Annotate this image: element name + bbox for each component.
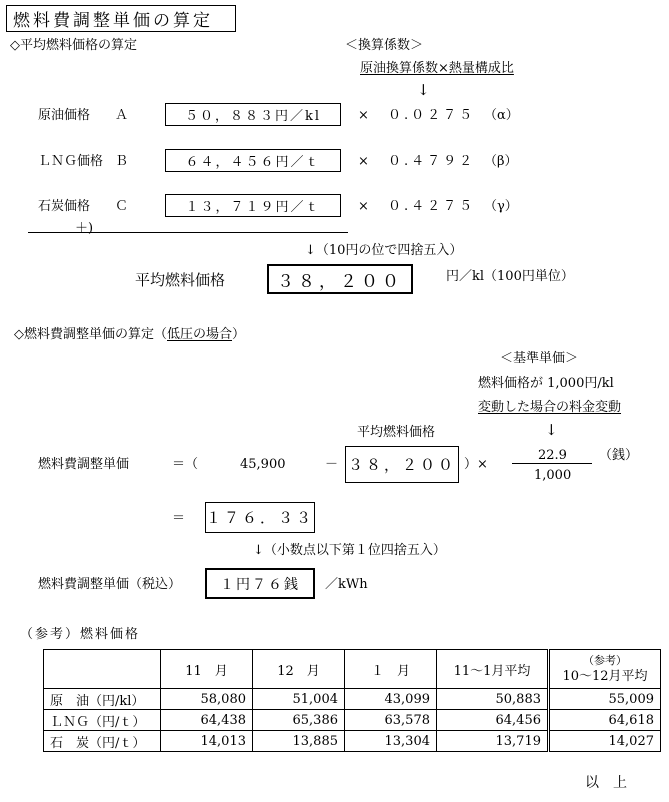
row-code-b: Ｂ [115,154,129,169]
section2-heading: ◇燃料費調整単価の算定（低圧の場合） [14,327,246,342]
times-sign: × [358,154,369,169]
coef-beta: ０.４７９２ [388,154,476,169]
avg-value-box-2: ３８，２００ [345,446,459,483]
minus-sign: － [325,457,339,472]
price-box-coal: １３，７１９円／ｔ [165,194,341,217]
price-box-lng: ６４，４５６円／ｔ [165,149,341,172]
adj-label: 燃料費調整単価 [38,457,130,472]
table-cell: 50,883 [437,689,549,710]
coef-alpha: ０.０２７５ [388,108,476,123]
footer-end: 以 上 [585,775,627,791]
price-box-crude: ５０，８８３円／kl [165,103,341,126]
row-code-c: Ｃ [115,199,129,214]
std-line2: 変動した場合の料金変動 [478,400,622,415]
avg-value-box: ３８，２００ [267,264,413,294]
reference-title: （参考）燃料価格 [20,627,141,642]
std-arrow: ↓ [545,421,558,439]
std-header: ＜基準単価＞ [500,351,579,366]
coef-gamma: ０.４２７５ [388,199,476,214]
table-cell: 13,885 [253,731,345,752]
table-cell: 14,027 [549,731,661,752]
avg-unit: 円／kl（100円単位） [446,269,574,284]
table-cell: 石 炭（円/ｔ） [44,731,161,752]
table-header-cell: 11～1月平均 [437,650,549,689]
avg-label: 平均燃料価格 [135,271,226,289]
table-cell: 63,578 [345,710,437,731]
table-row [44,710,661,731]
table-cell: 64,438 [161,710,253,731]
greek-alpha: （α） [484,108,519,123]
close-times: ）× [464,457,488,472]
table-cell: ＬＮＧ（円/ｔ） [44,710,161,731]
table-header-cell: （参考） 10～12月平均 [549,650,661,689]
reference-table [43,649,661,752]
eq-open: ＝（ [172,457,199,472]
sen-unit: （銭） [599,448,639,463]
table-cell: 14,013 [161,731,253,752]
table-cell: 64,618 [549,710,661,731]
table-header-row [44,650,661,689]
base-value: 45,900 [240,457,286,472]
fraction-numerator: 22.9 [538,448,567,463]
std-line1: 燃料価格が 1,000円/kl [478,376,614,391]
table-cell: 13,719 [437,731,549,752]
final-label: 燃料費調整単価（税込） [38,577,182,592]
round-note-10: ↓（10円の位で四捨五入） [305,243,463,258]
coef-header: ＜換算係数＞ [345,38,424,53]
plus-sign: ＋) [75,221,94,236]
greek-gamma: （γ） [484,199,518,214]
times-sign: × [358,199,369,214]
coef-formula: 原油換算係数×熱量構成比 [360,61,514,76]
round-note-decimal: ↓（小数点以下第１位四捨五入） [253,543,446,558]
row-code-a: Ａ [115,108,129,123]
table-row [44,689,661,710]
table-cell: 58,080 [161,689,253,710]
table-cell: 55,009 [549,689,661,710]
row-label-coal: 石炭価格 [38,199,91,214]
table-header-cell: 12 月 [253,650,345,689]
section1-heading: ◇平均燃料価格の算定 [10,38,137,53]
table-header-cell: １ 月 [345,650,437,689]
eq-sign: ＝ [172,511,186,526]
table-cell: 51,004 [253,689,345,710]
page-title: 燃料費調整単価の算定 [6,5,236,32]
times-sign: × [358,108,369,123]
coef-arrow: ↓ [417,81,430,99]
table-row [44,731,661,752]
fraction-bar [512,463,592,464]
table-cell: 43,099 [345,689,437,710]
table-cell: 65,386 [253,710,345,731]
result-box: １７６．３３ [205,502,315,533]
row-label-lng: ＬＮＧ価格 [38,154,104,169]
avg-caption: 平均燃料価格 [357,425,436,440]
fraction-denominator: 1,000 [534,468,572,483]
table-cell: 13,304 [345,731,437,752]
table-header-cell [44,650,161,689]
table-header-cell: 11 月 [161,650,253,689]
final-unit: ／kWh [325,577,368,592]
row-label-crude: 原油価格 [38,108,91,123]
greek-beta: （β） [484,154,518,169]
table-cell: 64,456 [437,710,549,731]
table-cell: 原 油（円/kl） [44,689,161,710]
final-value-box: １円７６銭 [205,568,315,599]
